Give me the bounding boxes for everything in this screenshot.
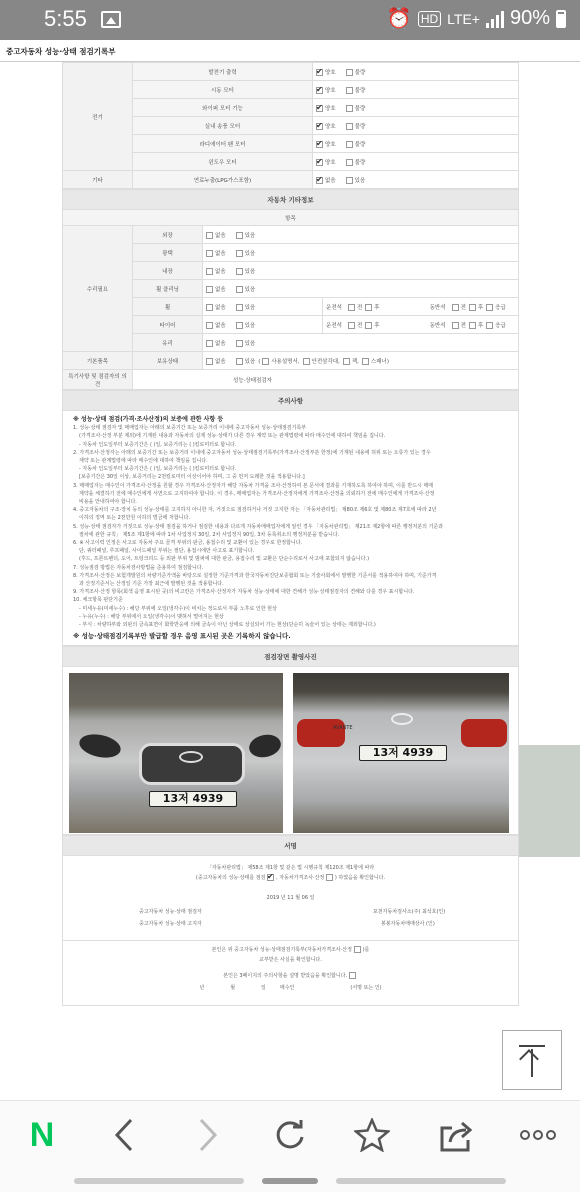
inspector-name: 포천자동차검사소(주) 최석호(인) bbox=[373, 909, 446, 916]
grille bbox=[139, 743, 245, 785]
checkbox-good[interactable] bbox=[316, 69, 323, 76]
checkbox-none[interactable] bbox=[206, 250, 213, 257]
checkbox-bad[interactable] bbox=[346, 105, 353, 112]
item-label: 성능·상태점검자 bbox=[133, 370, 519, 390]
item-label: 라디에이터 팬 모터 bbox=[133, 135, 313, 153]
checkbox-emergency[interactable] bbox=[486, 304, 493, 311]
checkbox-good[interactable] bbox=[316, 159, 323, 166]
naver-home-icon[interactable]: N bbox=[29, 1115, 55, 1154]
checkbox-none[interactable] bbox=[206, 232, 213, 239]
checkbox-good[interactable] bbox=[316, 123, 323, 130]
option-label: 전 bbox=[356, 304, 363, 311]
checkbox-none[interactable] bbox=[206, 268, 213, 275]
checkbox-spanner[interactable] bbox=[362, 358, 369, 365]
bookmark-star-icon[interactable] bbox=[352, 1115, 392, 1155]
option-label: 있음 bbox=[354, 177, 366, 184]
rear-plate: 13저 4939 bbox=[359, 745, 447, 761]
notice-line: (가격조사·산정 부분 제외)에 기재된 내용과 자동차의 실제 성능·상태가 다른 경우 계약 또는 관계법령에 따라 매수인에 대하여 책임을 집니다. bbox=[79, 433, 386, 440]
option-label: 불량 bbox=[354, 87, 366, 94]
notice-line: (후드, 프론트펜더, 도어, 트렁크리드 등 외판 부위 및 범퍼에 대한 판금, 용접수리 및 교환은 단순수리로서 사고에 포함되지 않습니다.) bbox=[79, 556, 370, 563]
clock: 5:55 bbox=[44, 6, 87, 31]
category-cell: 기본품목 bbox=[63, 352, 133, 370]
option-label: 후 bbox=[477, 304, 484, 311]
checkbox-none[interactable] bbox=[206, 340, 213, 347]
taillight-right bbox=[461, 719, 507, 747]
item-label: 연료누출(LPG가스포함) bbox=[133, 171, 313, 189]
notice-heading: ※ 성능·상태 점검(가격·조사산정)의 보증에 관한 사항 등 bbox=[73, 416, 224, 423]
checkbox-exist[interactable] bbox=[236, 322, 243, 329]
option-label: 응급 bbox=[495, 322, 506, 329]
option-label: 양호 bbox=[325, 141, 336, 148]
option-label: 양호 bbox=[325, 105, 336, 112]
item-label: 보유상태 bbox=[133, 352, 203, 370]
check-receipt[interactable] bbox=[354, 946, 361, 953]
notice-line: - 누유(누수) : 해당 부위에서 오일(냉각수)이 맺혀서 떨어지는 현상 bbox=[79, 613, 224, 620]
alarm-icon: ⏰ bbox=[386, 8, 412, 30]
notice-line: 비용을 안내하여야 합니다. bbox=[79, 499, 137, 506]
sign-date: 2019 년 11 월 06 일 bbox=[266, 895, 315, 902]
notice-line: - 미세누유(미세누수) : 해당 부위에 오일(냉각수)이 비치는 정도로서 부품 노후로 인한 현상 bbox=[79, 605, 277, 612]
table-row bbox=[63, 171, 519, 189]
headlight-left bbox=[77, 731, 123, 761]
checkbox-exist[interactable] bbox=[236, 232, 243, 239]
option-label: 없음 bbox=[215, 304, 226, 311]
category-cell: 수리필요 bbox=[63, 226, 133, 352]
receipt-line: 본인은 위 중고자동차 성능·상태점검기록부(자동차가격조사·산정 )를 bbox=[211, 947, 370, 954]
option-label: 후 bbox=[477, 322, 484, 329]
refresh-icon[interactable] bbox=[270, 1115, 310, 1155]
checkbox-bad[interactable] bbox=[346, 123, 353, 130]
option-label: 안전삼각대, bbox=[311, 358, 340, 365]
notice-line: 7. 성능점검 방법은 자동차검사방법을 준용하여 점검합니다. bbox=[73, 564, 204, 571]
checkbox-emergency[interactable] bbox=[486, 322, 493, 329]
other-info-title: 자동차 기타정보 bbox=[63, 190, 519, 210]
checkbox-good[interactable] bbox=[316, 141, 323, 148]
option-label: 불량 bbox=[354, 159, 366, 166]
position-label: 운전석 bbox=[326, 322, 342, 329]
check-inspect[interactable] bbox=[267, 874, 274, 881]
checkbox-none[interactable] bbox=[206, 286, 213, 293]
option-label: 양호 bbox=[325, 159, 336, 166]
notice-box bbox=[62, 411, 519, 646]
option-label: 양호 bbox=[325, 123, 336, 130]
photos-title: 점검장면 촬영사진 bbox=[63, 647, 519, 667]
option-label: 있음 bbox=[244, 340, 256, 347]
confirm-line: 본인은 3페이지의 주의사항을 설명 받았음을 확인합니다. bbox=[63, 972, 518, 979]
item-label: 휠 bbox=[133, 298, 203, 316]
item-label: 와이퍼 모터 기능 bbox=[133, 99, 313, 117]
sign-title: 서명 bbox=[63, 836, 519, 856]
checkbox-exist[interactable] bbox=[236, 268, 243, 275]
table-row bbox=[63, 370, 519, 390]
checkbox-front[interactable] bbox=[348, 322, 355, 329]
option-label: 없음 bbox=[215, 340, 226, 347]
notice-line: 단, 쿼터패널, 루프패널, 사이드패널 부위는 절단, 용접시에만 사고로 표기합니다. bbox=[79, 548, 255, 555]
checkbox-exist[interactable] bbox=[236, 304, 243, 311]
option-label: 전 bbox=[356, 322, 363, 329]
item-label: 내장 bbox=[133, 262, 203, 280]
front-photo[interactable] bbox=[69, 673, 283, 833]
option-label: 양호 bbox=[325, 69, 336, 76]
option-label: 없음 bbox=[215, 250, 226, 257]
option-label: 있음 bbox=[244, 250, 256, 257]
model-badge: AVANTE bbox=[333, 725, 353, 732]
category-cell: 기타 bbox=[63, 171, 133, 189]
notice-line: 과 산정기준서는 산정일 기준 가장 최근에 발행된 것을 적용합니다. bbox=[79, 581, 224, 588]
network-label: LTE+ bbox=[447, 10, 480, 27]
notice-line: 1. 성능·상태 점검자 및 매매업자는 아래의 보증기간 또는 보증거리 이내에 중고자동차 성능·상태점검기록부 bbox=[73, 425, 307, 432]
notice-line: [보증기간은 30일 이상, 보증거리는 2천킬로미터 이상이어야 하며, 그 중 먼저 도래한 것을 적용합니다.] bbox=[79, 474, 305, 481]
forward-icon[interactable] bbox=[188, 1115, 228, 1155]
side-image-fragment bbox=[519, 745, 580, 857]
arrow-up-icon bbox=[519, 1049, 539, 1069]
notice-title: 주의사항 bbox=[63, 391, 519, 411]
checkbox-bad[interactable] bbox=[346, 159, 353, 166]
page-title: 중고자동차 성능·상태 점검기록부 bbox=[0, 40, 580, 62]
notice-line: 계약 또는 관계법령에 따라 매수인에 대하여 책임을 집니다. bbox=[79, 458, 208, 465]
notice-line: 5. 성능·상태 점검자가 거짓으로 성능·상태 점검을 하거나 점검한 내용과 다르게 자동차매매업자에게 알린 경우 「자동차관리법」 제21조 제2항에 따른 행정처분의 기준과 bbox=[73, 523, 444, 530]
check-confirm[interactable] bbox=[349, 972, 356, 979]
category-cell: 특기사항 및 점검자의 의견 bbox=[63, 370, 133, 390]
notice-line: 이하의 징역 또는 2천만원 이하의 벌금에 처합니다. bbox=[79, 515, 190, 522]
option-label: 전 bbox=[460, 304, 466, 311]
item-label: 타이어 bbox=[133, 316, 203, 334]
table-row: 기본품목 보유상태 없음 있음 ( 사용설명서, 안전삼각대, 잭, 스패너) bbox=[63, 352, 519, 370]
back-icon[interactable] bbox=[104, 1115, 144, 1155]
buyer-line: 년 월 일 매수인 (서명 또는 인) bbox=[199, 985, 382, 992]
item-label: 발전기 출력 bbox=[133, 63, 313, 81]
option-label: 응급 bbox=[495, 304, 506, 311]
option-label: 있음 bbox=[244, 286, 256, 293]
image-icon bbox=[101, 11, 121, 28]
option-label: 불량 bbox=[354, 105, 366, 112]
notice-line: 절차에 관한 규칙」 제5조 제1항에 따라 1차 사업정지 30일, 2차 사업정지 90일, 3차 등록취소의 행정처분을 받습니다. bbox=[79, 531, 340, 538]
checkbox-bad[interactable] bbox=[346, 87, 353, 94]
notice-line: 6. ※ 사고이력 인정은 사고로 자동차 주요 골격 부위의 판금, 용접수리 및 교환이 있는 경우로 한정합니다. bbox=[73, 540, 303, 547]
option-label: 없음 bbox=[215, 232, 226, 239]
position-label: 동반석 bbox=[429, 304, 446, 311]
option-label: 없음 bbox=[325, 177, 336, 184]
checkbox-none[interactable] bbox=[206, 322, 213, 329]
checkbox-none[interactable] bbox=[206, 304, 213, 311]
notifier-name: 봉봉자동차매매상사 (인) bbox=[381, 921, 435, 928]
notice-line: 2. 가격조사·산정자는 아래의 보증기간 또는 보증거리 이내에 중고자동차 성능·상태점검기록부(가격조사·산정부분 한정)에 기재된 내용에 허위 또는 오류가 있는 경우 bbox=[73, 449, 431, 456]
items-header: 항목 bbox=[63, 210, 519, 226]
checkbox-rear[interactable] bbox=[365, 304, 372, 311]
hd-icon: HD bbox=[418, 11, 441, 27]
hyundai-logo-rear-icon bbox=[391, 713, 413, 725]
option-label: 양호 bbox=[325, 87, 336, 94]
checkbox-rear[interactable] bbox=[469, 322, 476, 329]
checkbox-bad[interactable] bbox=[346, 141, 353, 148]
option-label: 없음 bbox=[215, 268, 226, 275]
checkbox-front[interactable] bbox=[452, 322, 459, 329]
sign-line2: (중고자동차의 성능·상태를 점검 ✔ , 자동차가격조사·산정 ) 하였음을 확인합니다. bbox=[63, 874, 518, 881]
notice-line: 8. 가격조사·산정은 보험개발원의 차량기준가액을 바탕으로 설정한 기준가격과 한국자동차진단보증협회 또는 기술사회에서 발행한 기준서를 적용하여야 하며, 기준가격 bbox=[73, 572, 437, 579]
more-menu-icon[interactable] bbox=[518, 1115, 558, 1155]
option-label: 없음 bbox=[215, 358, 226, 365]
document bbox=[62, 62, 519, 1006]
photos-box bbox=[62, 667, 519, 835]
option-label: 없음 bbox=[215, 322, 226, 329]
checkbox-none[interactable] bbox=[206, 358, 213, 365]
option-label: 있음 bbox=[244, 268, 256, 275]
checkbox-good[interactable] bbox=[316, 87, 323, 94]
signal-icon bbox=[486, 10, 504, 28]
item-label: 광택 bbox=[133, 244, 203, 262]
notice-line: 10. 체크항목 판단기준 bbox=[73, 597, 123, 604]
option-label: 스패너 bbox=[370, 358, 387, 365]
checkbox-good[interactable] bbox=[316, 105, 323, 112]
option-label: 없음 bbox=[215, 286, 226, 293]
scroll-top-button[interactable] bbox=[502, 1030, 562, 1090]
category-cell: 전기 bbox=[63, 63, 133, 171]
checkbox-rear[interactable] bbox=[469, 304, 476, 311]
table-row bbox=[63, 226, 519, 244]
checkbox-manual[interactable] bbox=[262, 358, 269, 365]
browser-toolbar bbox=[0, 1100, 580, 1192]
status-icons bbox=[387, 6, 566, 31]
checkbox-jack[interactable] bbox=[343, 358, 350, 365]
item-label: 유리 bbox=[133, 334, 203, 352]
item-label: 윈도우 모터 bbox=[133, 153, 313, 171]
option-label: 후 bbox=[374, 322, 380, 329]
option-label: 있음 bbox=[244, 232, 256, 239]
checkbox-front[interactable] bbox=[452, 304, 459, 311]
checkbox-exist[interactable] bbox=[236, 340, 243, 347]
battery-icon bbox=[556, 10, 566, 28]
option-label: 불량 bbox=[354, 123, 366, 130]
taillight-left bbox=[297, 719, 345, 747]
other-info-table bbox=[62, 189, 519, 390]
share-icon[interactable] bbox=[436, 1115, 476, 1155]
option-label: 불량 bbox=[354, 69, 366, 76]
sign-line1: 「자동차관리법」 제58조 제1항 및 같은 법 시행규칙 제120조 제1항에 따라 bbox=[206, 865, 375, 872]
checkbox-triangle[interactable] bbox=[303, 358, 310, 365]
notice-line: 3. 매매업자는 매수인이 가격조사·산정을 원할 경우 가격조사·산정자가 해당 자동차 가격을 조사·산정하여 본 문서에 결과를 기재하도록 하여야 하며, 이를 반드시 매매 bbox=[73, 482, 434, 489]
check-price[interactable] bbox=[326, 874, 333, 881]
table-row bbox=[63, 63, 519, 81]
checkbox-exist[interactable] bbox=[236, 286, 243, 293]
item-label: 외장 bbox=[133, 226, 203, 244]
front-plate: 13저 4939 bbox=[149, 791, 237, 807]
notice-line: 계약을 체결하기 전에 매수인에게 서면으로 고지하여야 합니다. 이 경우, 매매업자는 가격조사·산정자에게 가격조사·산정을 의뢰하기 전에 매수인에게 가격조사·산정 bbox=[79, 490, 435, 497]
battery-label: 90% bbox=[509, 7, 550, 29]
option-label: 있음 bbox=[244, 304, 256, 311]
headlight-right bbox=[247, 732, 283, 760]
option-label: 불량 bbox=[354, 141, 366, 148]
option-label: 있음 bbox=[244, 322, 256, 329]
nav-gesture-bar bbox=[0, 1176, 580, 1186]
checkbox-rear[interactable] bbox=[365, 322, 372, 329]
item-label: 휠 클리닝 bbox=[133, 280, 203, 298]
notice-line: - 부식 : 차량하부와 외판의 금속표면이 화학반응에 의해 금속이 아닌 상태로 상실되어 가는 현상(단순히 녹슬어 있는 상태는 제외합니다.) bbox=[79, 622, 376, 629]
rear-photo[interactable] bbox=[293, 673, 509, 833]
electric-table bbox=[62, 62, 519, 189]
checkbox-bad[interactable] bbox=[346, 69, 353, 76]
notifier-label: 중고자동차 성능·상태 고지자 bbox=[139, 921, 202, 928]
status-bar bbox=[0, 0, 580, 40]
checkbox-exist[interactable] bbox=[236, 250, 243, 257]
option-label: 후 bbox=[374, 304, 380, 311]
notice-line: 9. 가격조사·산정 항목(회색 음영 표시된 곳)의 비고란은 가격조사·산정자가 자동차 성능·상태에 대한 견해가 성능·상태점검자의 견해와 다를 경우 표시합니다. bbox=[73, 589, 415, 596]
position-label: 운전석 bbox=[326, 304, 342, 311]
notice-line: 4. 중고자동차의 구조·장치 등의 성능·상태를 고지하지 아니한 자, 거짓으로 점검하거나 거짓 고지한 자는 「자동차관리법」 제80조 제6호 및 제80조 제7호에 따라 2년 bbox=[73, 507, 437, 514]
item-label: 시동 모터 bbox=[133, 81, 313, 99]
notice-line: - 자동차 인도일부터 보증기간은 ( )일, 보증거리는 ( )킬로미터로 합니다. bbox=[79, 441, 237, 448]
receipt-line2: 교부받은 사실을 확인합니다. bbox=[259, 957, 322, 964]
option-label: 잭, bbox=[351, 358, 359, 365]
position-label: 동반석 bbox=[429, 322, 446, 329]
checkbox-none[interactable] bbox=[316, 177, 323, 184]
notice-line: - 자동차 인도일부터 보증기간은 ( )일, 보증거리는 ( )킬로미터로 합니다. bbox=[79, 466, 237, 473]
option-label: 전 bbox=[460, 322, 466, 329]
option-label: 있음 bbox=[244, 358, 256, 365]
notice-footer: ※ 성능·상태점검기록부만 발급할 경우 음영 표시된 곳은 기록하지 않습니다. bbox=[73, 632, 291, 641]
sign-box bbox=[62, 856, 519, 1006]
checkbox-exist[interactable] bbox=[346, 177, 353, 184]
option-label: 사용설명서, bbox=[271, 358, 300, 365]
checkbox-exist[interactable] bbox=[236, 358, 243, 365]
inspector-label: 중고자동차 성능·상태 점검자 bbox=[139, 909, 202, 916]
item-label: 실내 송풍 모터 bbox=[133, 117, 313, 135]
checkbox-front[interactable] bbox=[348, 304, 355, 311]
